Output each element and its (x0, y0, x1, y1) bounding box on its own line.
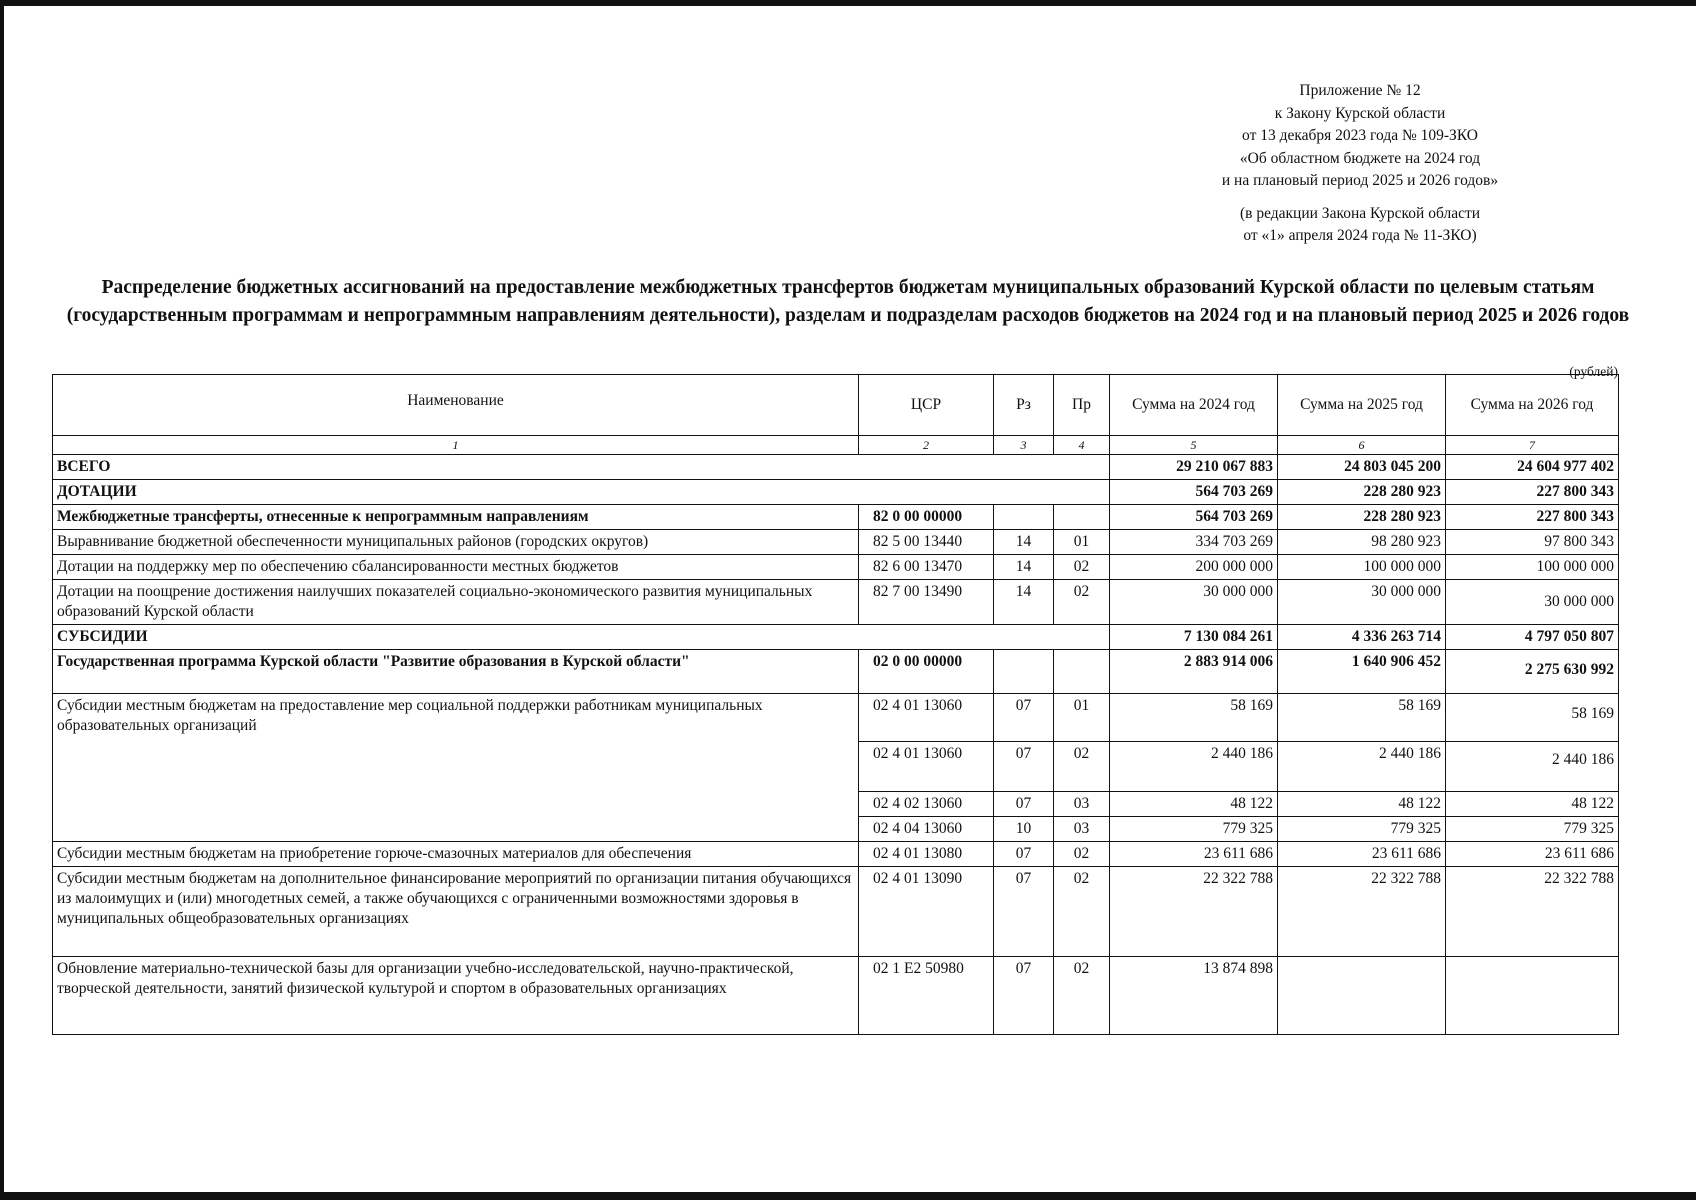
row-2026: 2 275 630 992 (1446, 650, 1619, 694)
row-csr: 02 1 E2 50980 (859, 957, 994, 1035)
scan-border-top (0, 0, 1696, 6)
index-cell: 5 (1110, 436, 1278, 455)
row-2026: 22 322 788 (1446, 867, 1619, 957)
row-2025: 100 000 000 (1278, 555, 1446, 580)
table-row (53, 957, 1619, 1035)
row-csr: 02 4 01 13090 (859, 867, 994, 957)
row-2025: 23 611 686 (1278, 842, 1446, 867)
row-pr: 02 (1054, 555, 1110, 580)
table-row (53, 625, 1619, 650)
table-row (53, 694, 1619, 742)
table-row (53, 842, 1619, 867)
row-2025: 1 640 906 452 (1278, 650, 1446, 694)
edition-line: (в редакции Закона Курской области (1239, 204, 1481, 222)
row-2025: 22 322 788 (1278, 867, 1446, 957)
header-rz: Рз (994, 375, 1054, 436)
row-rz: 07 (994, 742, 1054, 792)
row-pr: 01 (1054, 694, 1110, 742)
row-pr: 02 (1054, 842, 1110, 867)
row-2026: 4 797 050 807 (1446, 625, 1619, 650)
scan-border-bottom (0, 1192, 1696, 1200)
table-row (53, 555, 1619, 580)
row-csr: 82 6 00 13470 (859, 555, 994, 580)
row-csr: 02 4 01 13060 (859, 694, 994, 742)
table-row (53, 505, 1619, 530)
row-2024: 29 210 067 883 (1110, 455, 1278, 480)
row-2025: 98 280 923 (1278, 530, 1446, 555)
index-cell: 6 (1278, 436, 1446, 455)
row-2024: 30 000 000 (1110, 580, 1278, 625)
row-2026: 24 604 977 402 (1446, 455, 1619, 480)
row-2024: 48 122 (1110, 792, 1278, 817)
row-name: Дотации на поддержку мер по обеспечению сбалансированности местных бюджетов (53, 555, 859, 580)
appendix-line: к Закону Курской области (1274, 104, 1446, 122)
row-pr: 01 (1054, 530, 1110, 555)
row-name: ДОТАЦИИ (53, 480, 1110, 505)
appendix-line: от 13 декабря 2023 года № 109-ЗКО (1242, 127, 1478, 144)
row-2026: 779 325 (1446, 817, 1619, 842)
header-2024: Сумма на 2024 год (1110, 375, 1278, 436)
row-rz: 14 (994, 555, 1054, 580)
row-csr: 02 4 04 13060 (859, 817, 994, 842)
header-pr: Пр (1054, 375, 1110, 436)
row-csr: 82 0 00 00000 (859, 505, 994, 530)
row-name: Субсидии местным бюджетам на дополнительное финансирование мероприятий по организации питания обучающихся из малоимущих и (или) многодетных семей, а также обучающихся с ограниченными возможностями здоровья в муниципальных общеобразовательных организациях (53, 867, 859, 957)
row-2025: 30 000 000 (1278, 580, 1446, 625)
row-csr: 82 5 00 13440 (859, 530, 994, 555)
index-cell: 7 (1446, 436, 1619, 455)
row-2024: 58 169 (1110, 694, 1278, 742)
row-2024: 2 440 186 (1110, 742, 1278, 792)
row-2026: 100 000 000 (1446, 555, 1619, 580)
row-2026: 30 000 000 (1446, 580, 1619, 625)
index-row (53, 436, 1619, 455)
row-csr: 02 0 00 00000 (859, 650, 994, 694)
index-cell: 1 (53, 436, 859, 455)
budget-table (52, 374, 1619, 1035)
row-2026: 2 440 186 (1446, 742, 1619, 792)
row-rz: 07 (994, 957, 1054, 1035)
appendix-line: и на плановый период 2025 и 2026 годов» (1221, 172, 1499, 189)
row-2025: 24 803 045 200 (1278, 455, 1446, 480)
scan-border-left (0, 0, 4, 1200)
table-row (53, 480, 1619, 505)
row-rz: 10 (994, 817, 1054, 842)
row-2024: 2 883 914 006 (1110, 650, 1278, 694)
row-2024: 13 874 898 (1110, 957, 1278, 1035)
row-2026: 23 611 686 (1446, 842, 1619, 867)
row-2024: 200 000 000 (1110, 555, 1278, 580)
row-2024: 7 130 084 261 (1110, 625, 1278, 650)
header-row (53, 375, 1619, 436)
row-rz: 14 (994, 530, 1054, 555)
row-rz (994, 650, 1054, 694)
row-name: Выравнивание бюджетной обеспеченности муниципальных районов (городских округов) (53, 530, 859, 555)
row-2024: 23 611 686 (1110, 842, 1278, 867)
table-row (53, 580, 1619, 625)
row-pr: 03 (1054, 792, 1110, 817)
table-row (53, 455, 1619, 480)
appendix-line: «Об областном бюджете на 2024 год (1239, 149, 1481, 167)
index-cell: 4 (1054, 436, 1110, 455)
row-2025: 48 122 (1278, 792, 1446, 817)
row-2025 (1278, 957, 1446, 1035)
units-label: (рублей) (1569, 364, 1618, 379)
row-csr: 82 7 00 13490 (859, 580, 994, 625)
index-cell: 2 (859, 436, 994, 455)
appendix-block (1150, 80, 1570, 248)
header-name: Наименование (53, 375, 859, 436)
row-2026: 97 800 343 (1446, 530, 1619, 555)
table-row (53, 530, 1619, 555)
header-2025: Сумма на 2025 год (1278, 375, 1446, 436)
row-2024: 564 703 269 (1110, 505, 1278, 530)
row-2026: 58 169 (1446, 694, 1619, 742)
document-title: Распределение бюджетных ассигнований на предоставление межбюджетных трансфертов бюджетам муниципальных образований Курской области по целевым статьям (государственным программам и непрограммным направлениям деятельности), разделам и подразделам расходов бюджетов на 2024 год и на плановый период 2025 и 2026 годов (66, 277, 1630, 326)
row-rz: 07 (994, 694, 1054, 742)
row-pr: 02 (1054, 742, 1110, 792)
row-pr (1054, 650, 1110, 694)
row-pr: 03 (1054, 817, 1110, 842)
row-2025: 228 280 923 (1278, 505, 1446, 530)
row-rz: 07 (994, 792, 1054, 817)
appendix-line: Приложение № 12 (1299, 82, 1421, 99)
table-row (53, 650, 1619, 694)
row-name: Государственная программа Курской области "Развитие образования в Курской области" (53, 650, 859, 694)
row-2025: 4 336 263 714 (1278, 625, 1446, 650)
row-csr: 02 4 02 13060 (859, 792, 994, 817)
row-pr: 02 (1054, 867, 1110, 957)
row-name: ВСЕГО (53, 455, 1110, 480)
row-2025: 2 440 186 (1278, 742, 1446, 792)
row-name: СУБСИДИИ (53, 625, 1110, 650)
row-2026: 227 800 343 (1446, 480, 1619, 505)
table-row (53, 867, 1619, 957)
row-2024: 22 322 788 (1110, 867, 1278, 957)
row-csr: 02 4 01 13060 (859, 742, 994, 792)
row-2025: 228 280 923 (1278, 480, 1446, 505)
row-2025: 779 325 (1278, 817, 1446, 842)
row-name: Межбюджетные трансферты, отнесенные к непрограммным направлениям (53, 505, 859, 530)
row-name: Дотации на поощрение достижения наилучших показателей социально-экономического развития муниципальных образований Курской области (53, 580, 859, 625)
row-2025: 58 169 (1278, 694, 1446, 742)
index-cell: 3 (994, 436, 1054, 455)
row-rz (994, 505, 1054, 530)
row-name: Субсидии местным бюджетам на приобретение горюче-смазочных материалов для обеспечения (53, 842, 859, 867)
row-csr: 02 4 01 13080 (859, 842, 994, 867)
header-2026: Сумма на 2026 год (1446, 375, 1619, 436)
row-2026: 227 800 343 (1446, 505, 1619, 530)
row-rz: 07 (994, 842, 1054, 867)
row-name: Субсидии местным бюджетам на предоставление мер социальной поддержки работникам муниципальных образовательных организаций (53, 694, 859, 842)
edition-line: от «1» апреля 2024 года № 11-ЗКО) (1243, 227, 1477, 244)
row-pr: 02 (1054, 580, 1110, 625)
row-pr: 02 (1054, 957, 1110, 1035)
header-csr: ЦСР (859, 375, 994, 436)
row-2024: 334 703 269 (1110, 530, 1278, 555)
row-2024: 779 325 (1110, 817, 1278, 842)
row-2026: 48 122 (1446, 792, 1619, 817)
row-name: Обновление материально-технической базы для организации учебно-исследовательской, научно-практической, творческой деятельности, занятий физической культурой и спортом в образовательных организациях (53, 957, 859, 1035)
row-rz: 07 (994, 867, 1054, 957)
row-2026 (1446, 957, 1619, 1035)
row-pr (1054, 505, 1110, 530)
row-2024: 564 703 269 (1110, 480, 1278, 505)
row-rz: 14 (994, 580, 1054, 625)
